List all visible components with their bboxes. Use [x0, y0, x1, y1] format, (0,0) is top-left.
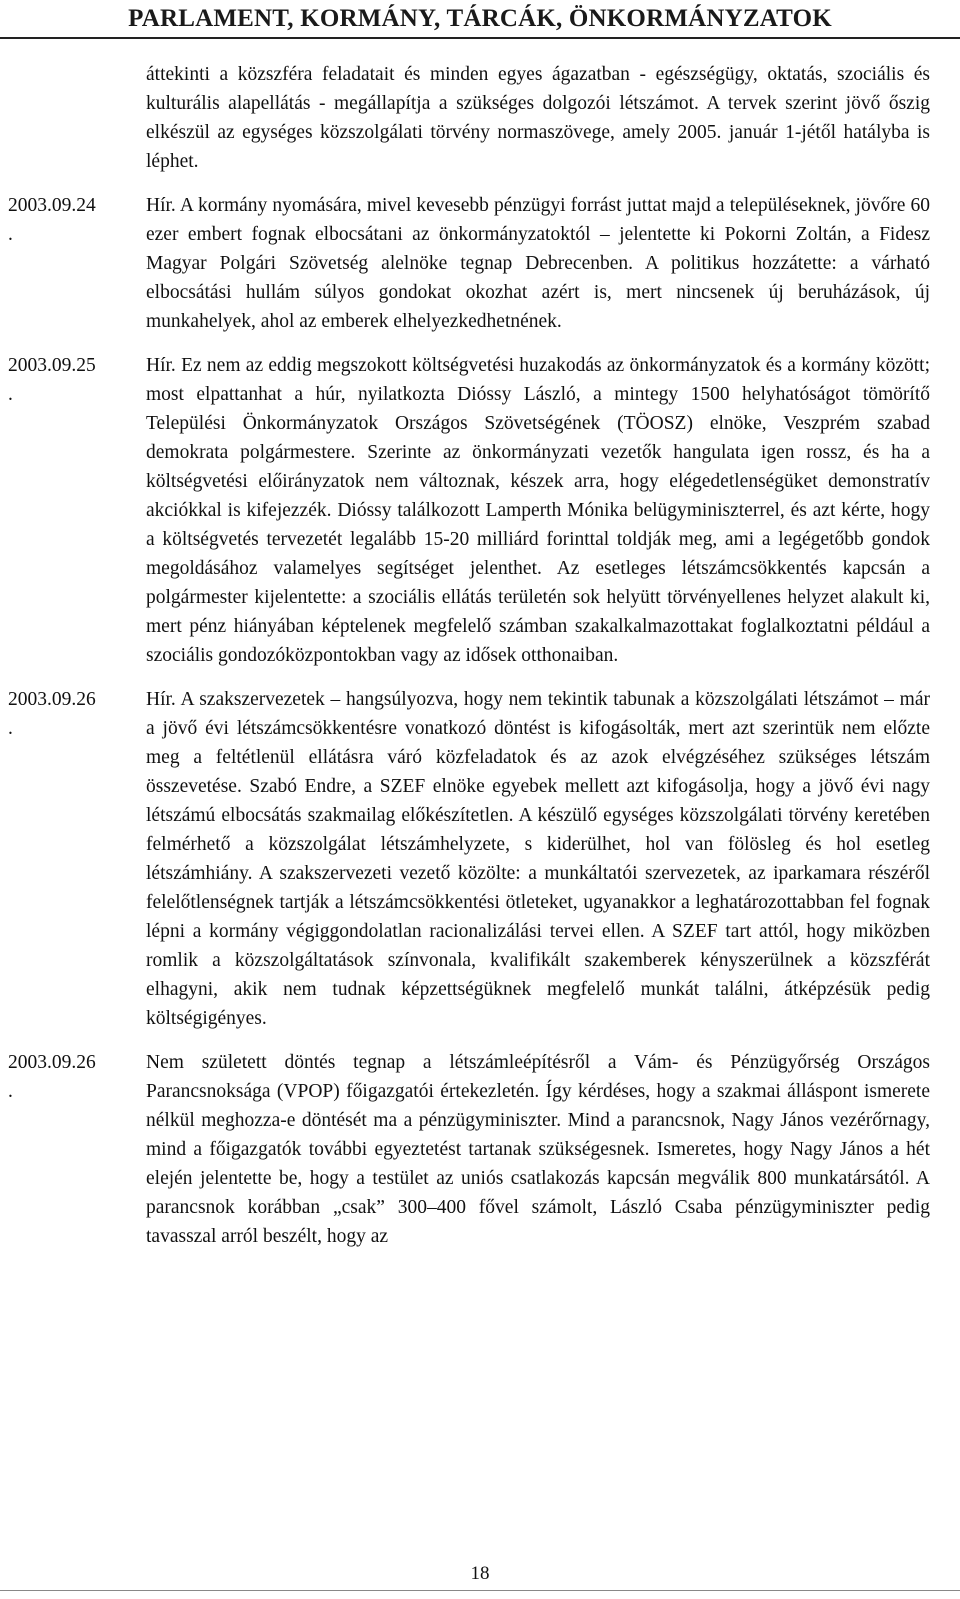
news-entry: [0, 191, 960, 336]
header-divider: [0, 37, 960, 39]
entry-date: 2003.09.26 .: [8, 1052, 96, 1102]
document-body: [0, 60, 960, 1251]
entry-text: Hír. Ez nem az eddig megszokott költségvetési huzakodás az önkormányzatok és a kormány között; most elpattanhat a húr, nyilatkozta Dióssy László, a mintegy 1500 helyhatóságot tömörítő Települési Önkormányzatok Országos Szövetségének (TÖOSZ) elnöke, Veszprém szabad demokrata polgármestere. Szerinte az önkormányzati vezetők hangulata igen rossz, és ha a költségvetési előirányzatok nem változnak, készek arra, hogy elégedetlenségüket demonstratív akciókkal is kifejezzék. Dióssy találkozott Lamperth Mónika belügyminiszterrel, és azt kérte, hogy a költségvetés tervezetét legalább 15-20 milliárd forinttal toldják meg, ami a legégetőbb gondok megoldásához valamelyes segítséget jelenthet. Az esetleges létszámcsökkentés kapcsán a polgármester kijelentette: a szociális ellátás területén sok helyütt törvényellenes helyzet alakult ki, mert pénz hiányában képtelenek megfelelő számban szakalkalmazottakat foglalkoztatni például a szociális gondozóközpontokban vagy az idősek otthonaiban.: [146, 355, 930, 666]
entry-text: áttekinti a közszféra feladatait és minden egyes ágazatban - egészségügy, oktatás, szociális és kulturális alapellátás - megállapítja a szükséges dolgozói létszámot. A tervek szerint jövő őszig elkészül az egységes közszolgálati törvény normaszövege, amely 2005. január 1-jétől hatályba is léphet.: [146, 64, 930, 172]
entry-date: 2003.09.26 .: [8, 689, 96, 739]
entry-text: Nem született döntés tegnap a létszámleépítésről a Vám- és Pénzügyőrség Országos Parancsnoksága (VPOP) főigazgatói értekezletén. Így kérdéses, hogy a szakmai álláspont ismerete nélkül meghozza-e döntését ma a pénzügyminiszter. Mind a parancsnok, Nagy János vezérőrnagy, mind a főigazgatók további egyeztetést tartanak szükségesnek. Ismeretes, hogy Nagy János a hét elején jelentette be, hogy a testület az uniós csatlakozás kapcsán megválik 800 munkatársától. A parancsnok korábban „csak” 300–400 fővel számolt, László Csaba pénzügyminiszter pedig tavasszal arról beszélt, hogy az: [146, 1052, 930, 1247]
running-header-title: PARLAMENT, KORMÁNY, TÁRCÁK, ÖNKORMÁNYZATOK: [128, 5, 832, 32]
entry-date: 2003.09.25 .: [8, 355, 96, 405]
entry-text: Hír. A kormány nyomására, mivel kevesebb pénzügyi forrást juttat majd a településeknek, jövőre 60 ezer embert fognak elbocsátani az önkormányzatoktól – jelentette ki Pokorni Zoltán, a Fidesz Magyar Polgári Szövetség alelnöke tegnap Debrecenben. A politikus hozzátette: a várható elbocsátási hullám súlyos gondokat okozhat azért is, mert nincsenek új beruházások, új munkahelyek, ahol az emberek elhelyezkedhetnének.: [146, 195, 930, 332]
footer-divider: [0, 1590, 960, 1591]
page-number: 18: [470, 1563, 490, 1584]
entry-date: 2003.09.24 .: [8, 195, 96, 245]
page-header: [0, 0, 960, 44]
entry-text: Hír. A szakszervezetek – hangsúlyozva, hogy nem tekintik tabunak a közszolgálati létszámot – már a jövő évi létszámcsökkentésre vonatkozó döntést is kifogásolták, mert azt szerintük nem előzte meg a feltétlenül ellátásra váró közfeladatok és az azok elvégzéséhez szükséges létszám összevetése. Szabó Endre, a SZEF elnöke egyebek mellett azt kifogásolja, hogy a jövő évi nagy létszámú elbocsátás szakmailag előkészítetlen. A készülő egységes közszolgálati törvény keretében felmérhető a közszolgálat létszámhelyzete, s kiderülhet, hol van fölösleg és hol esetleg létszámhiány. A szakszervezeti vezető közölte: a munkáltatói szervezetek, az iparkamara részéről felelőtlenségnek tartják a létszámcsökkentési ötleteket, ugyanakkor a leghatározottabban fel fognak lépni a kormány végiggondolatlan racionalizálási tervei ellen. A SZEF tart attól, hogy miközben romlik a közszolgáltatások színvonala, kvalifikált szakemberek kényszerülnek a közszférát elhagyni, akik nem tudnak képzettségüknek megfelelő munkát találni, átképzésük pedig költségigényes.: [146, 689, 930, 1029]
news-entry: [0, 60, 960, 176]
news-entry: [0, 351, 960, 670]
news-entry: [0, 1048, 960, 1251]
news-entry: [0, 685, 960, 1033]
